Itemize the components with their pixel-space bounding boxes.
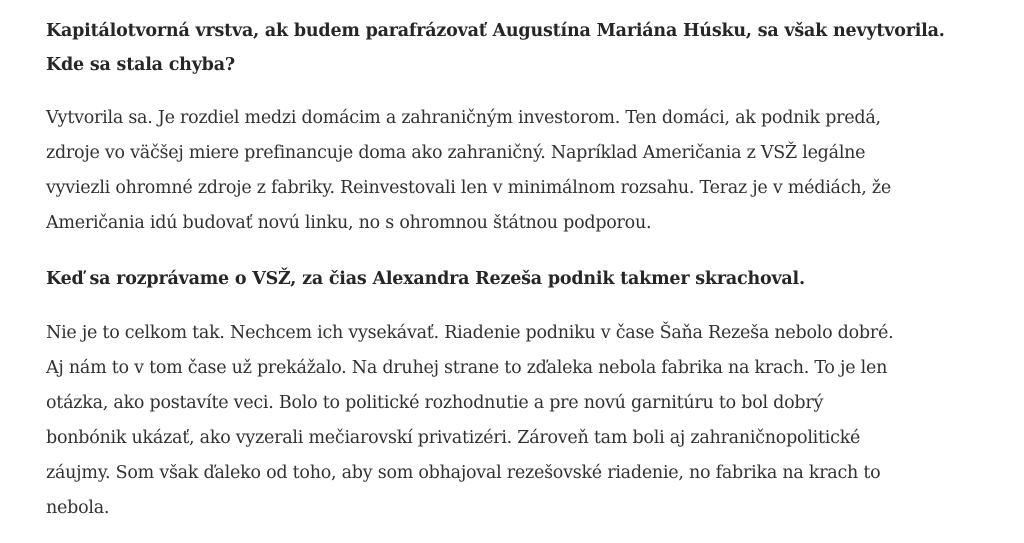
answer-2-line: záujmy. Som však ďaleko od toho, aby som obhajoval rezešovské riadenie, no fabrika na krach to	[46, 463, 881, 483]
answer-1-line: vyviezli ohromné zdroje z fabriky. Reinvestovali len v minimálnom rozsahu. Teraz je v médiách, že	[46, 178, 892, 198]
answer-2-line: bonbónik ukázať, ako vyzerali mečiarovskí privatizéri. Zároveň tam boli aj zahraničnopolitické	[46, 428, 861, 448]
question-2-line: Keď sa rozprávame o VSŽ, za čias Alexandra Rezeša podnik takmer skrachoval.	[46, 269, 805, 289]
interview-answer-1	[46, 101, 1006, 241]
answer-1-line: zdroje vo väčšej miere prefinancuje doma ako zahraničný. Napríklad Američania z VSŽ legálne	[46, 143, 866, 163]
interview-question-1	[46, 14, 1006, 82]
answer-1-line: Vytvorila sa. Je rozdiel medzi domácim a zahraničným investorom. Ten domáci, ak podnik predá,	[46, 108, 881, 128]
answer-1-line: Američania idú budovať novú linku, no s ohromnou štátnou podporou.	[46, 213, 652, 233]
interview-answer-2	[46, 316, 1006, 526]
question-1-line: Kde sa stala chyba?	[46, 55, 235, 75]
article-body	[46, 14, 1006, 526]
answer-2-line: Nie je to celkom tak. Nechcem ich vysekávať. Riadenie podniku v čase Šaňa Rezeša nebolo dobré.	[46, 323, 894, 343]
answer-2-line: Aj nám to v tom čase už prekážalo. Na druhej strane to zďaleka nebola fabrika na krach. To je len	[46, 358, 888, 378]
answer-2-line: otázka, ako postavíte veci. Bolo to politické rozhodnutie a pre novú garnitúru to bol dobrý	[46, 393, 824, 413]
answer-2-line: nebola.	[46, 498, 110, 518]
interview-question-2	[46, 262, 1006, 296]
question-1-line: Kapitálotvorná vrstva, ak budem parafrázovať Augustína Mariána Húsku, sa však nevytvorila.	[46, 21, 945, 41]
